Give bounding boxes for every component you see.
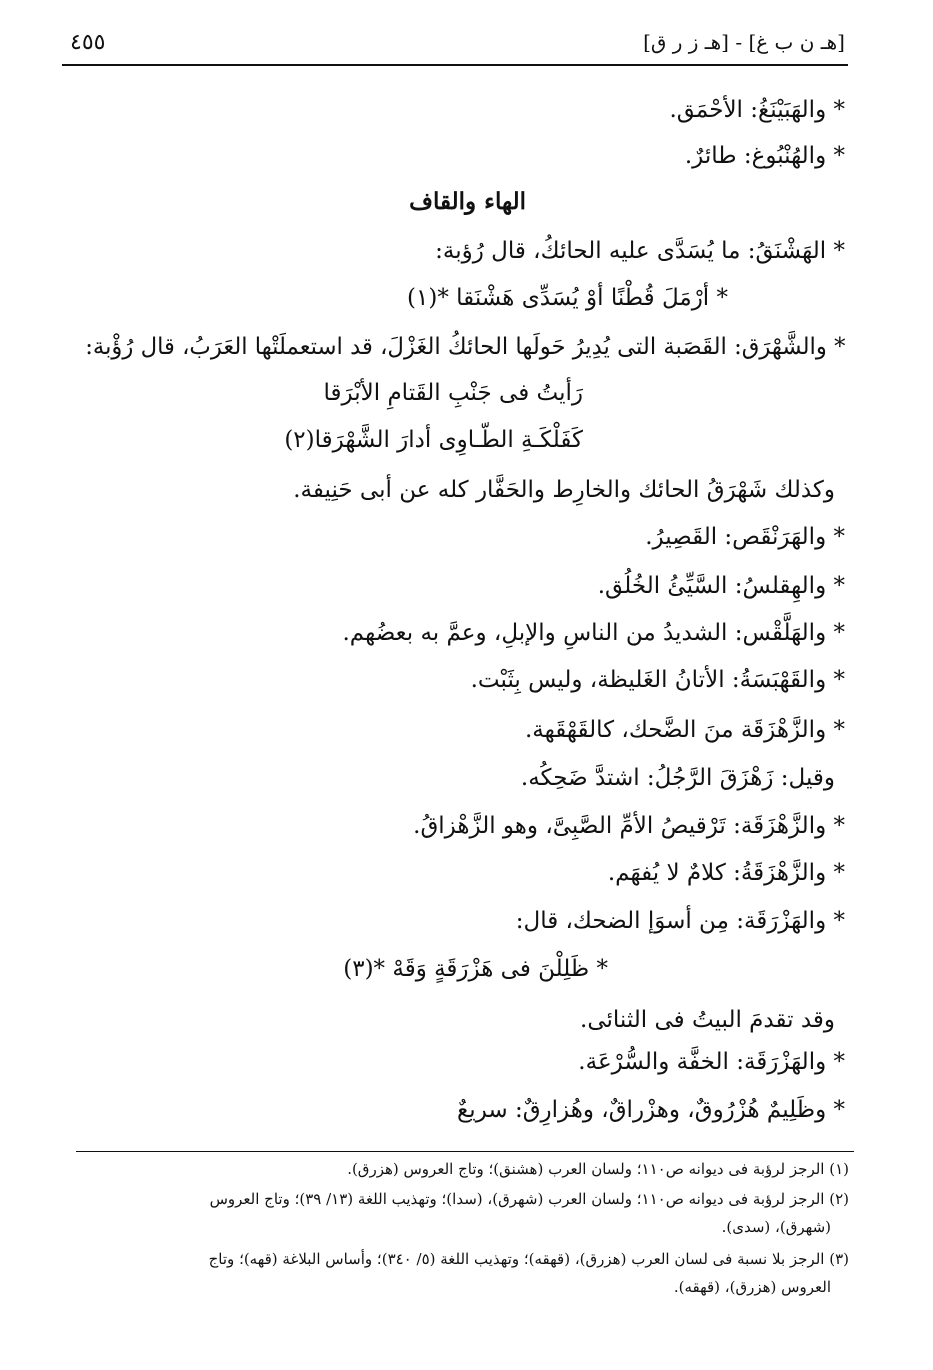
entry-line: * والهَزْرَقَة: الخفَّة والسُّرْعَة. [578,1049,845,1075]
entry-line: وقيل: زَهْزَقَ الرَّجُلُ: اشتدَّ ضَحِكُه. [520,765,835,791]
entry-line: * والقَهْبَسَةُ: الأتانُ الغَليظة، وليس بِثَبْت. [470,667,845,693]
footnote-continuation: (شهرق)، (سدى). [721,1218,831,1236]
entry-line: * وظَلِيمٌ هُزْرُوقٌ، وهزْراقٌ، وهُزارِقٌ: سريعٌ [457,1097,845,1123]
entry-line: * والهَرَنْقَص: القَصِيرُ. [645,524,845,550]
running-header: [هـ ن ب غ] - [هـ ز ر ق] [643,30,845,54]
entry-line: وكذلك شَهْرَقُ الحائك والخارِط والحَفَّار كله عن أبى حَنِيفة. [293,477,835,503]
section-heading: الهاء والقاف [409,188,526,215]
entry-line: وقد تقدمَ البيتُ فى الثنائى. [580,1007,835,1033]
entry-line: * والهُنْبُوغ: طائرٌ. [684,143,845,169]
verse-line: * أرْمَلَ قُطْنًا أوْ يُسَدِّى هَشْنَقا *(١) [407,285,728,311]
verse-line: كَفَلْكَـةِ الطّـاوِى أدارَ الشَّهْرَقا(٢) [284,427,583,453]
entry-line: * والهِقلسُ: السَّيِّئُ الخُلُق. [597,573,845,599]
verse-line: * ظَلِلْنَ فى هَزْرَقَةٍ وَقَهْ *(٣) [343,956,608,982]
entry-line: * والشَّهْرَق: القَصَبة التى يُدِيرُ حَولَها الحائكُ الغَزْلَ، قد استعملَتْها العَرَبُ، قال رُؤْبة: [84,334,845,360]
header-rule [62,64,848,66]
entry-line: * والهَلَّقْس: الشديدُ من الناسِ والإبلِ، وعمَّ به بعضُهم. [342,620,845,646]
footnote: (١) الرجز لرؤبة فى ديوانه ص١١٠؛ ولسان العرب (هشنق)؛ وتاج العروس (هزرق). [347,1160,849,1178]
entry-line: * والزَّهْزَقَة: تَرْقيصُ الأمِّ الصَّبِىَّ، وهو الزَّهْزاقُ. [413,813,845,839]
verse-line: رَأيتُ فى جَنْبِ القَتامِ الأبْرَقا [323,380,583,406]
footnote-rule [76,1151,854,1152]
entry-line: * والهَبَيْنَغُ: الأحْمَق. [669,97,845,123]
footnote: (٣) الرجز بلا نسبة فى لسان العرب (هزرق)، (قهقه)؛ وتهذيب اللغة (٥/ ٣٤٠)؛ وأساس البلاغة (قهه)؛ وتاج [208,1250,849,1268]
entry-line: * الهَشْنَقُ: ما يُسَدَّى عليه الحائكُ، قال رُؤبة: [435,238,845,264]
footnote-continuation: العروس (هزرق)، (قهقه). [673,1278,831,1296]
entry-line: * والهَزْرَقَة: مِن أسوَإ الضحك، قال: [515,908,845,934]
entry-line: * والزَّهْزَقَة منَ الضَّحك، كالقَهْقَهة. [525,717,845,743]
page-number: ٤٥٥ [70,30,106,55]
footnote: (٢) الرجز لرؤبة فى ديوانه ص١١٠؛ ولسان العرب (شهرق)، (سدا)؛ وتهذيب اللغة (١٣/ ٣٩)؛ وتاج العروس [209,1190,849,1208]
entry-line: * والزَّهْزَقَةُ: كلامٌ لا يُفهَم. [607,860,845,886]
